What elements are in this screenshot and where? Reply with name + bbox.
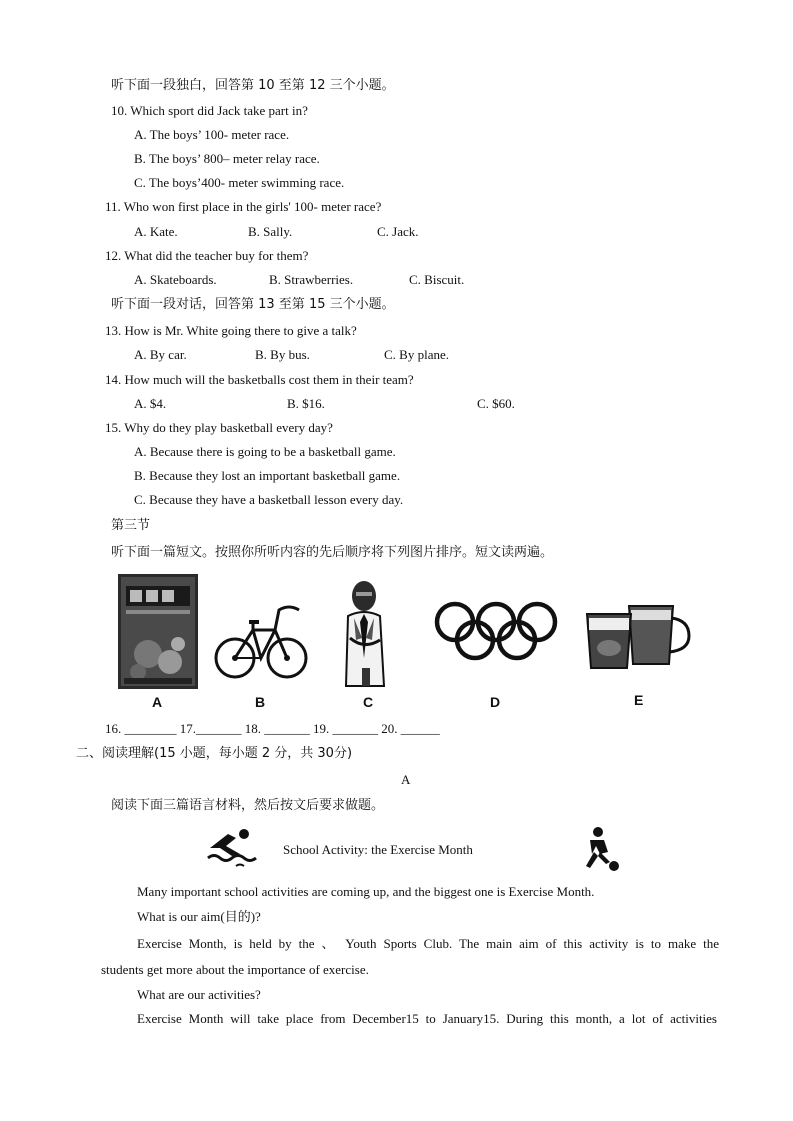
q11-option-b: B. Sally. <box>248 224 293 239</box>
q15-option-a: A. Because there is going to be a basketball game. <box>134 444 396 459</box>
q15-option-c: C. Because they have a basketball lesson every day. <box>134 492 404 507</box>
q10-option-a: A. The boys’ 100- meter race. <box>134 127 290 142</box>
passage-paragraph-3-line-2: students get more about the importance of exercise. <box>101 962 369 977</box>
section-3-instruction: 听下面一篇短文。按照你所听内容的先后顺序将下列图片排序。短文读两遍。 <box>111 545 554 560</box>
q14-option-a: A. $4. <box>134 396 167 411</box>
picture-label-c: C <box>363 694 374 710</box>
picture-label-a: A <box>152 694 163 710</box>
q12-option-a: A. Skateboards. <box>134 272 217 287</box>
olympic-rings-image <box>433 600 559 662</box>
passage-paragraph-1: Many important school activities are coming up, and the biggest one is Exercise Month. <box>137 884 595 899</box>
question-15: 15. Why do they play basketball every day? <box>105 420 333 435</box>
q10-option-c: C. The boys’400- meter swimming race. <box>134 175 345 190</box>
football-player-icon <box>578 826 622 874</box>
q15-option-b: B. Because they lost an important basketball game. <box>134 468 401 483</box>
book-cover-image <box>118 574 198 689</box>
q12-option-c: C. Biscuit. <box>409 272 465 287</box>
activity-title: School Activity: the Exercise Month <box>283 842 473 857</box>
passage-question-aim: What is our aim(目的)? <box>137 909 261 924</box>
part-2-title: 二、阅读理解(15 小题，每小题 2 分，共 30分) <box>76 746 353 761</box>
bicycle-image <box>213 598 309 686</box>
question-11: 11. Who won first place in the girls' 100- meter race? <box>105 199 382 214</box>
q13-option-a: A. By car. <box>134 347 187 362</box>
picture-label-b: B <box>255 694 266 710</box>
question-13: 13. How is Mr. White going there to give a talk? <box>105 323 357 338</box>
passage-letter: A <box>401 772 411 787</box>
drinks-image <box>585 602 695 670</box>
q14-option-c: C. $60. <box>477 396 515 411</box>
q10-option-b: B. The boys’ 800– meter relay race. <box>134 151 320 166</box>
swimmer-icon <box>206 826 258 872</box>
question-14: 14. How much will the basketballs cost them in their team? <box>105 372 414 387</box>
section-3-title: 第三节 <box>111 518 151 533</box>
man-image <box>340 578 392 690</box>
question-12: 12. What did the teacher buy for them? <box>105 248 309 263</box>
q12-option-b: B. Strawberries. <box>269 272 354 287</box>
q11-option-a: A. Kate. <box>134 224 178 239</box>
monologue-instruction: 听下面一段独白，回答第 10 至第 12 三个小题。 <box>111 78 395 93</box>
passage-paragraph-5-line-1: Exercise Month will take place from December15 to January15. During this month, a lot of activities <box>137 1011 717 1026</box>
q11-option-c: C. Jack. <box>377 224 419 239</box>
dialogue-instruction: 听下面一段对话，回答第 13 至第 15 三个小题。 <box>111 297 395 312</box>
q14-option-b: B. $16. <box>287 396 325 411</box>
passage-instruction: 阅读下面三篇语言材料，然后按文后要求做题。 <box>111 798 385 813</box>
passage-question-activities: What are our activities? <box>137 987 261 1002</box>
question-10: 10. Which sport did Jack take part in? <box>111 103 308 118</box>
picture-label-e: E <box>634 692 644 708</box>
passage-paragraph-3-line-1: Exercise Month, is held by the 、 Youth Sports Club. The main aim of this activity is to make the <box>137 936 719 951</box>
q13-option-b: B. By bus. <box>255 347 310 362</box>
answer-blanks: 16. ________ 17._______ 18. _______ 19. _______ 20. ______ <box>105 721 440 736</box>
q13-option-c: C. By plane. <box>384 347 449 362</box>
picture-label-d: D <box>490 694 501 710</box>
